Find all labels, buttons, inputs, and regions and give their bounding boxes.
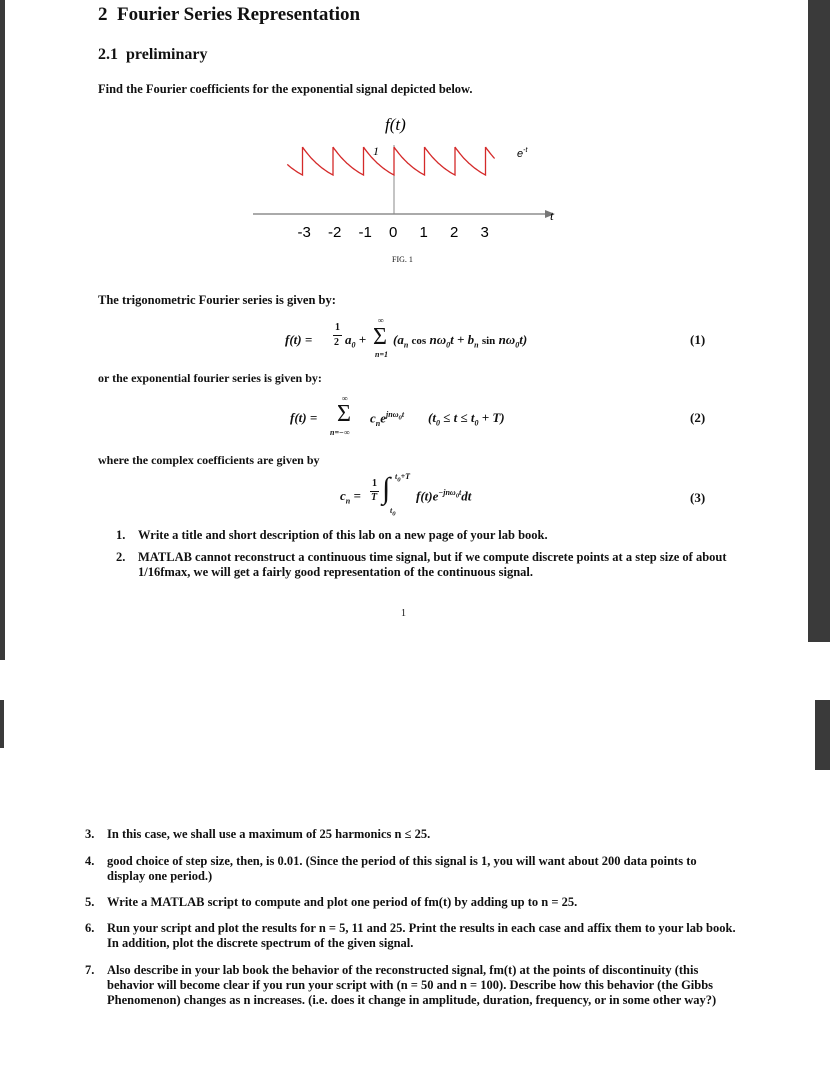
equation-2: f(t) = ∞ Σ n=−∞ $c_ne^{jn\omega_0t}$ $(t_0 \le t \le t_0 + T)$ [290, 394, 505, 437]
equation-3-number: (3) [690, 490, 706, 505]
page-edge-right-bottom [815, 700, 830, 770]
section-heading: 2 Fourier Series Representation [98, 4, 361, 25]
signal-waveform [287, 147, 494, 175]
tick-label: -2 [328, 224, 342, 241]
list-item: 5. Write a MATLAB script to compute and plot one period of fm(t) by adding up to n = 25. [85, 895, 578, 909]
tick-label-group [298, 224, 489, 241]
subsection-heading: 2.1 preliminary [98, 46, 208, 63]
page-number: 1 [401, 608, 406, 619]
equation-3: $c_n$ = 1 T ∫ $t_0+T$ $t_0$ $f(t)e^{-jn\omega_0t}dt$ [340, 472, 472, 518]
equation-1-number: (1) [690, 332, 706, 347]
exp-intro: or the exponential fourier series is given by: [98, 371, 322, 385]
tick-label: -1 [358, 224, 372, 241]
figure-caption: FIG. 1 [392, 255, 413, 264]
exp-label: $e^{-t}$ [517, 147, 528, 160]
signal-line [287, 147, 494, 175]
page-edge-left-bottom [0, 700, 4, 748]
signal-figure [245, 110, 575, 255]
equation-2-number: (2) [690, 410, 706, 425]
signal-plot [245, 110, 575, 250]
t-axis-label: t [550, 208, 554, 223]
trig-intro: The trigonometric Fourier series is given by: [98, 293, 336, 307]
list-item: 6. Run your script and plot the results for n = 5, 11 and 25. Print the results in each case and affix them to your lab book. In addition, plot the discrete spectrum of the given signal. [85, 921, 736, 950]
equation-1: f(t) = 1 2 $a_0$ + ∞ Σ n=1 ($a_n$ $\cos n\omega_0t + b_n$ $\sin n\omega_0t$) [285, 316, 528, 359]
list-item: 2. MATLAB cannot reconstruct a continuous time signal, but if we compute discrete points at a step size of about 1/16fmax, we will get a fairly good representation of the continuous signal. [116, 550, 727, 579]
tick-label: 0 [389, 224, 398, 241]
intro-text: Find the Fourier coefficients for the exponential signal depicted below. [98, 82, 473, 96]
tick-label: 3 [480, 224, 489, 241]
list-item: 7. Also describe in your lab book the behavior of the reconstructed signal, fm(t) at the points of discontinuity (this behavior will become clear if you run your script with (n = 50 and n = 100). Describe how this behavior (the Gibbs Phenomenon) changes as n increases. (i.e. does it change in amplitude, duration, frequency, or in some other way?) [85, 963, 717, 1007]
list-item: 4. good choice of step size, then, is 0.01. (Since the period of this signal is 1, you will want about 200 data points to display one period.) [85, 854, 697, 883]
page-edge-left-top [0, 0, 5, 660]
tick-label: 1 [419, 224, 428, 241]
page-edge-right-top [808, 0, 830, 642]
peak-label: 1 [373, 144, 379, 158]
coef-intro: where the complex coefficients are given by [98, 453, 320, 467]
list-item: 1. Write a title and short description of this lab on a new page of your lab book. [116, 528, 548, 542]
list-item: 3. In this case, we shall use a maximum of 25 harmonics n ≤ 25. [85, 827, 431, 841]
tick-label: -3 [297, 224, 311, 241]
tick-label: 2 [450, 224, 459, 241]
function-label: f(t) [385, 115, 406, 134]
